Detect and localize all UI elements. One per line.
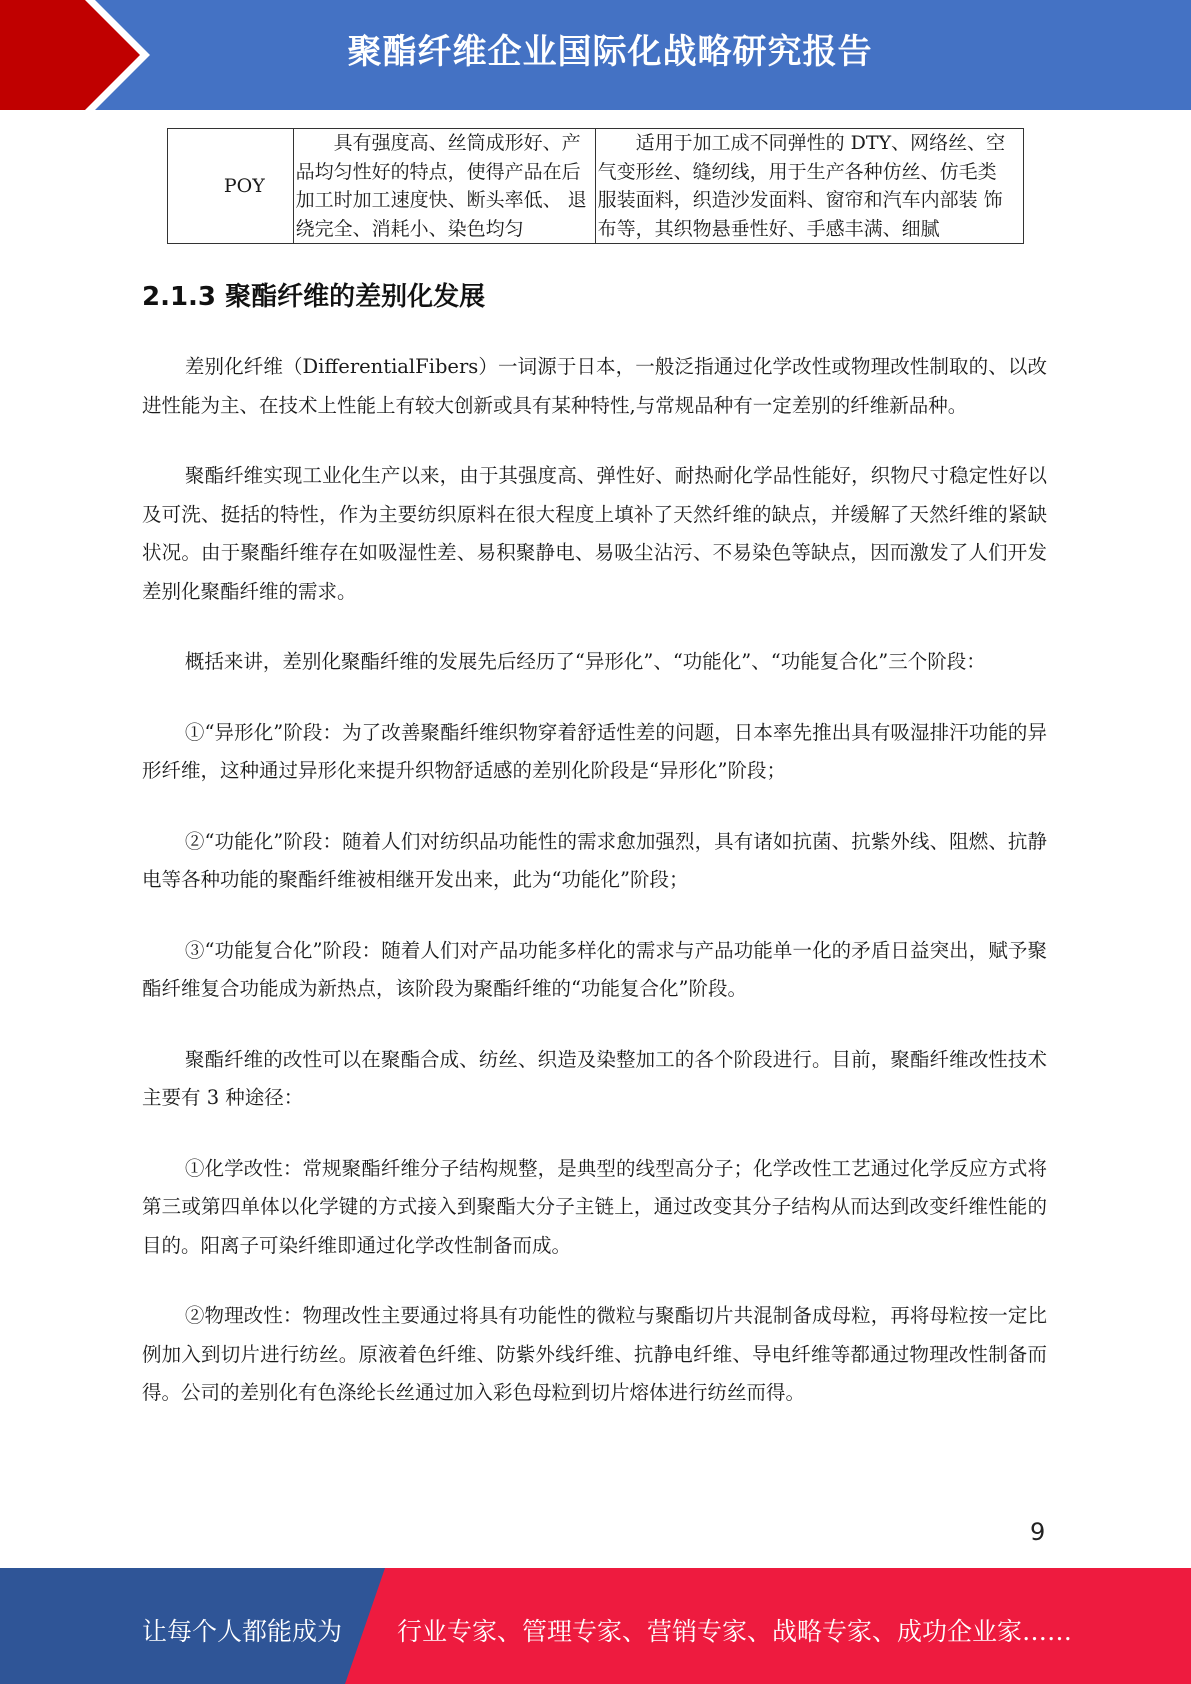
footer-slogan-left: 让每个人都能成为: [142, 1617, 343, 1646]
page-header: [0, 0, 1191, 110]
product-features-cell: 具有强度高、丝筒成形好、产品均匀性好的特点，使得产品在后 加工时加工速度快、断头率低、 退绕完全、消耗小、染色均匀: [293, 129, 595, 244]
page-number: 9: [1030, 1518, 1046, 1546]
section-heading: 2.1.3 聚酯纤维的差别化发展: [142, 282, 486, 312]
paragraph: 差别化纤维（DifferentialFibers）一词源于日本，一般泛指通过化学改性或物理改性制取的、以改进性能为主、在技术上性能上有较大创新或具有某种特性,与常规品种有一定差别的纤维新品种。: [142, 355, 1047, 417]
table-row: [168, 129, 1024, 244]
report-title: 聚酯纤维企业国际化战略研究报告: [347, 32, 873, 72]
product-name-cell: POY: [168, 129, 294, 244]
product-spec-table: [167, 128, 1024, 244]
footer-slogan-right: 行业专家、管理专家、营销专家、战略专家、成功企业家……: [397, 1617, 1073, 1646]
body-text: [142, 348, 1047, 1445]
paragraph: 聚酯纤维实现工业化生产以来，由于其强度高、弹性好、耐热耐化学品性能好，织物尺寸稳定性好以及可洗、挺括的特性，作为主要纺织原料在很大程度上填补了天然纤维的缺点，并缓解了天然纤维的紧缺状况。由于聚酯纤维存在如吸湿性差、易积聚静电、易吸尘沾污、不易染色等缺点，因而激发了人们开发差别化聚酯纤维的需求。: [142, 464, 1047, 603]
paragraph: ①“异形化”阶段：为了改善聚酯纤维织物穿着舒适性差的问题，日本率先推出具有吸湿排汗功能的异形纤维，这种通过异形化来提升织物舒适感的差别化阶段是“异形化”阶段；: [142, 720, 1047, 782]
paragraph: ②物理改性：物理改性主要通过将具有功能性的微粒与聚酯切片共混制备成母粒，再将母粒按一定比例加入到切片进行纺丝。原液着色纤维、防紫外线纤维、抗静电纤维、导电纤维等都通过物理改性制备而得。公司的差别化有色涤纶长丝通过加入彩色母粒到切片熔体进行纺丝而得。: [142, 1304, 1047, 1404]
paragraph: 聚酯纤维的改性可以在聚酯合成、纺丝、织造及染整加工的各个阶段进行。目前，聚酯纤维改性技术主要有 3 种途径：: [142, 1047, 1047, 1109]
paragraph: ③“功能复合化”阶段：随着人们对产品功能多样化的需求与产品功能单一化的矛盾日益突出，赋予聚酯纤维复合功能成为新热点，该阶段为聚酯纤维的“功能复合化”阶段。: [142, 938, 1047, 1000]
paragraph: ②“功能化”阶段：随着人们对纺织品功能性的需求愈加强烈，具有诸如抗菌、抗紫外线、阻燃、抗静电等各种功能的聚酯纤维被相继开发出来，此为“功能化”阶段；: [142, 829, 1047, 891]
paragraph: ①化学改性：常规聚酯纤维分子结构规整，是典型的线型高分子；化学改性工艺通过化学反应方式将第三或第四单体以化学键的方式接入到聚酯大分子主链上，通过改变其分子结构从而达到改变纤维性能的目的。阳离子可染纤维即通过化学改性制备而成。: [142, 1156, 1047, 1257]
product-uses-cell: 适用于加工成不同弹性的 DTY、网络丝、空气变形丝、缝纫线，用于生产各种仿丝、仿毛类 服装面料，织造沙发面料、窗帘和汽车内部装 饰布等，其织物悬垂性好、手感丰满、细腻: [595, 129, 1023, 244]
paragraph: 概括来讲，差别化聚酯纤维的发展先后经历了“异形化”、“功能化”、“功能复合化”三个阶段：: [184, 650, 986, 673]
page-footer: [0, 1568, 1191, 1684]
header-chevron-icon: [0, 0, 160, 110]
